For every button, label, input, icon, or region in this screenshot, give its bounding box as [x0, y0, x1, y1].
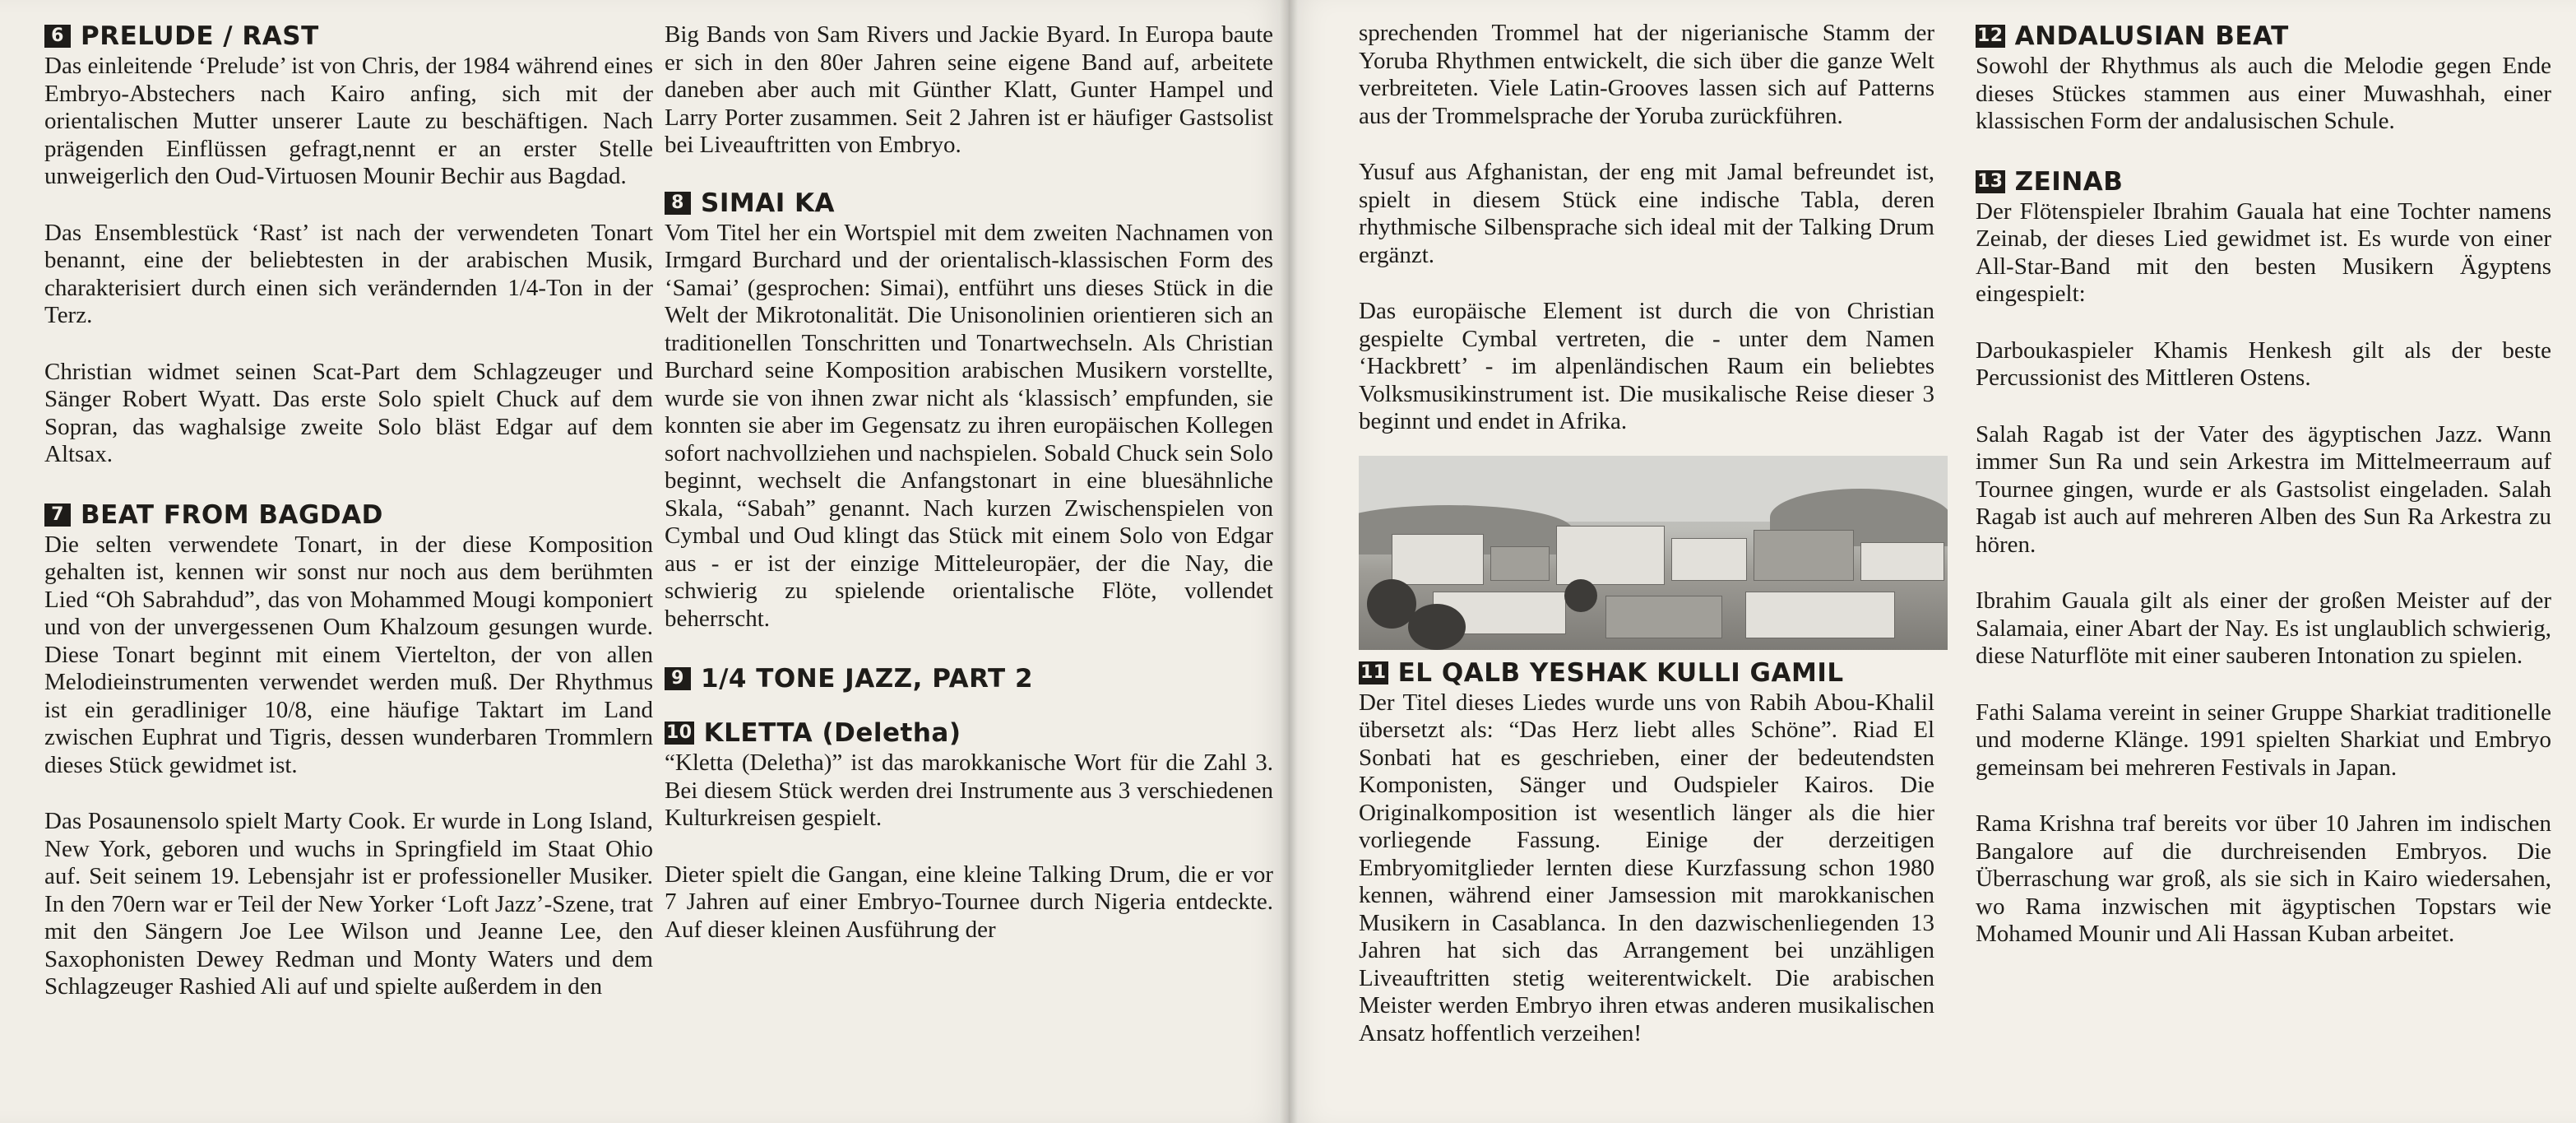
track-7-heading [44, 500, 653, 530]
track-9-heading [665, 664, 1273, 694]
track-number-badge: 12 [1977, 26, 2004, 46]
track-13-section [1976, 167, 2551, 949]
track-12-heading [1976, 21, 2551, 51]
paragraph: Dieter spielt die Gangan, eine kleine Talking Drum, die er vor 7 Jahren auf einer Embryo-Tournee durch Nigeria entdeckte. Auf dieser kleinen Ausführung der [665, 861, 1273, 943]
track-number-badge: 10 [666, 722, 693, 743]
track-number-badge: 7 [44, 503, 71, 527]
track-title: 1/4 TONE JAZZ, PART 2 [701, 664, 1034, 694]
paragraph: “Kletta (Deletha)” ist das marokkanische Wort für die Zahl 3. Bei diesem Stück werden drei Instrumente aus 3 verschiedenen Kulturkreisen gespielt. [665, 749, 1273, 831]
track-title: PRELUDE / RAST [81, 21, 319, 51]
track-6-section [44, 21, 653, 469]
track-title: BEAT FROM BAGDAD [81, 499, 383, 530]
track-number-badge: 11 [1360, 661, 1387, 683]
track-11-heading [1359, 658, 1934, 688]
track-11-section [1359, 658, 1934, 1048]
paragraph-continued: sprechenden Trommel hat der nigerianische Stamm der Yoruba Rhythmen entwickelt, die sich über die ganze Welt verbreiteten. Viele Latin-Grooves lassen sich auf Patterns aus der Trommelsprache der Yoruba zurückführen. [1359, 20, 1934, 129]
paragraph: Die selten verwendete Tonart, in der diese Komposition gehalten ist, kennen wir sonst nur noch aus dem berühmten Lied “Oh Sabrahdud”, das von Mohammed Mougi komponiert und von der unvergessenen Oum Khalzoum gesungen wurde. Diese Tonart beginnt mit einem Viertelton, der von allen Melodieinstrumenten verwendet werden muß. Der Rhythmus ist ein geradliniger 10/8, eine häufige Taktart im Land zwischen Euphrat und Tigris, dessen wunderbaren Trommlern dieses Stück gewidmet ist. [44, 531, 653, 778]
track-number-badge: 6 [44, 25, 71, 48]
track-8-section [665, 188, 1273, 633]
track-number-badge: 9 [665, 667, 691, 690]
track-10-heading [665, 718, 1273, 748]
paragraph: Yusuf aus Afghanistan, der eng mit Jamal befreundet ist, spielt in diesem Stück eine indische Tabla, deren rhythmische Silbensprache sich ideal mit der Talking Drum ergänzt. [1359, 159, 1934, 268]
left-column-2 [665, 21, 1273, 975]
paragraph: Das Posaunensolo spielt Marty Cook. Er wurde in Long Island, New York, geboren und wuchs in Springfield im Staat Ohio auf. Seit seinem 19. Lebensjahr ist er professioneller Musiker. In den 70ern war er Teil der New Yorker ‘Loft Jazz’-Szene, trat mit den Sängern Joe Lee Wilson und Jeanne Lee, den Saxophonisten Dewey Redman und Monty Waters und dem Schlagzeuger Rashied Ali auf und spielte außerdem in den [44, 808, 653, 1000]
paragraph: Fathi Salama vereint in seiner Gruppe Sharkiat traditionelle und moderne Klänge. 1991 spielten Sharkiat und Embryo gemeinsam bei mehreren Festivals in Japan. [1976, 698, 2551, 781]
paragraph: Rama Krishna traf bereits vor über 10 Jahren im indischen Bangalore auf die durchreisenden Embryos. Die Überraschung war groß, als sie sich in Kairo wiedersahen, wo Rama inzwischen mit ägyptischen Topstars wie Mohamed Mounir und Ali Hassan Kuban arbeitet. [1976, 810, 2551, 947]
track-9-section [665, 664, 1273, 694]
track-6-heading [44, 21, 653, 51]
paragraph-continued: Big Bands von Sam Rivers und Jackie Byard. In Europa baute er sich in den 80er Jahren seine eigene Band auf, arbeitete daneben aber auch mit Günther Klatt, Gunter Hampel und Larry Porter zusammen. Seit 2 Jahren ist er häufiger Gastsolist bei Liveauftritten von Embryo. [665, 21, 1273, 158]
right-column-2 [1976, 21, 2551, 980]
village-photo [1359, 456, 1948, 650]
track-10-section [665, 718, 1273, 944]
track-title: ZEINAB [2014, 166, 2124, 197]
paragraph: Sowohl der Rhythmus als auch die Melodie gegen Ende dieses Stückes stammen aus einer Muwashhah, einer klassischen Form der andalusischen Schule. [1976, 53, 2551, 134]
right-page [1288, 0, 2576, 1123]
right-column-1 [1359, 20, 1934, 1079]
track-7-section [44, 500, 653, 1001]
paragraph: Christian widmet seinen Scat-Part dem Schlagzeuger und Sänger Robert Wyatt. Das erste Solo spielt Chuck auf dem Sopran, das waghalsige zweite Solo bläst Edgar auf dem Altsax. [44, 358, 653, 467]
track-title: EL QALB YESHAK KULLI GAMIL [1397, 657, 1844, 688]
paragraph: Darboukaspieler Khamis Henkesh gilt als der beste Percussionist des Mittleren Ostens. [1976, 336, 2551, 391]
paragraph: Das einleitende ‘Prelude’ ist von Chris, der 1984 während eines Embryo-Abstechers nach Kairo anfing, sich mit der orientalischen Mutter unserer Laute zu beschäftigen. Nach prägenden Einflüssen gefragt,nennt er an erster Stelle unweigerlich den Oud-Virtuosen Mounir Bechir aus Bagdad. [44, 53, 653, 189]
left-column-1 [44, 21, 653, 1033]
track-number-badge: 13 [1977, 170, 2004, 192]
track-12-section [1976, 21, 2551, 136]
track-8-heading [665, 188, 1273, 218]
paragraph: Salah Ragab ist der Vater des ägyptischen Jazz. Wann immer Sun Ra und sein Arkestra im Mittelmeerraum auf Tournee gingen, wurde er als Gastsolist eingeladen. Salah Ragab ist auch auf mehreren Alben des Sun Ra Arkestra zu hören. [1976, 420, 2551, 558]
paragraph: Ibrahim Gauala gilt als einer der großen Meister auf der Salamaia, einer Abart der Nay. Es ist unglaublich schwierig, diese Naturflöte mit einer sauberen Intonation zu spielen. [1976, 587, 2551, 669]
track-13-heading [1976, 167, 2551, 197]
paragraph: Das europäische Element ist durch die von Christian gespielte Cymbal vertreten, die - unter dem Namen ‘Hackbrett’ - im alpenländischen Raum ein beliebtes Volksmusikinstrument ist. Die musikalische Reise dieser 3 beginnt und endet in Afrika. [1359, 298, 1934, 434]
track-number-badge: 8 [665, 192, 691, 215]
paragraph: Das Ensemblestück ‘Rast’ ist nach der verwendeten Tonart benannt, eine der beliebtesten in der arabischen Musik, charakterisiert durch einen sich verändernden 1/4-Ton in der Terz. [44, 219, 653, 328]
track-title: SIMAI KA [701, 188, 836, 218]
track-title: ANDALUSIAN BEAT [2014, 21, 2289, 51]
paragraph: Der Flötenspieler Ibrahim Gauala hat eine Tochter namens Zeinab, der dieses Lied gewidmet ist. Es wurde von einer All-Star-Band mit den besten Musikern Ägyptens eingespielt: [1976, 197, 2551, 307]
track-title: KLETTA (Deletha) [703, 718, 961, 748]
paragraph: Der Titel dieses Liedes wurde uns von Rabih Abou-Khalil übersetzt als: “Das Herz liebt alles Schöne”. Riad El Sonbati hat es geschrieben, einer der bedeutendsten Komponisten, Sänger und Oudspieler Kairos. Die Originalkomposition ist wesentlich länger als die hier vorliegende Fassung. Einige der derzeitigen Embryomitglieder lernten diese Kurzfassung schon 1980 kennen, während einer Jamsession mit marokkanischen Musikern in Casablanca. In den dazwischenliegenden 13 Jahren hat sich das Arrangement bei unzähligen Liveauftritten stetig weiterentwickelt. Die arabischen Meister werden Embryo ihren etwas anderen musikalischen Ansatz hoffentlich verzeihen! [1359, 689, 1934, 1046]
paragraph: Vom Titel her ein Wortspiel mit dem zweiten Nachnamen von Irmgard Burchard und der orientalisch-klassischen Form des ‘Samai’ (gesprochen: Simai), entführt uns dieses Stück in die Welt der Mikrotonalität. Die Unisonolinien orientieren sich an traditionellen Tonschritten und Tonartwechseln. Als Christian Burchard seine Komposition arabischen Musikern vorstellte, wurde sie von ihnen zwar nicht als ‘klassisch’ empfunden, sie konnten sie aber im Gegensatz zu ihren europäischen Kollegen sofort nachvollziehen und nachspielen. Sobald Chuck sein Solo beginnt, wechselt die Anfangstonart in eine bluesähnliche Skala, “Sabah” genannt. Nach kurzen Zwischenspielen von Cymbal und Oud klingt das Stück mit einem Solo von Edgar aus - er ist der einzige Mitteleuropäer, der die Nay, die schwierig zu spielende orientalische Flöte, vollendet beherrscht. [665, 219, 1273, 632]
